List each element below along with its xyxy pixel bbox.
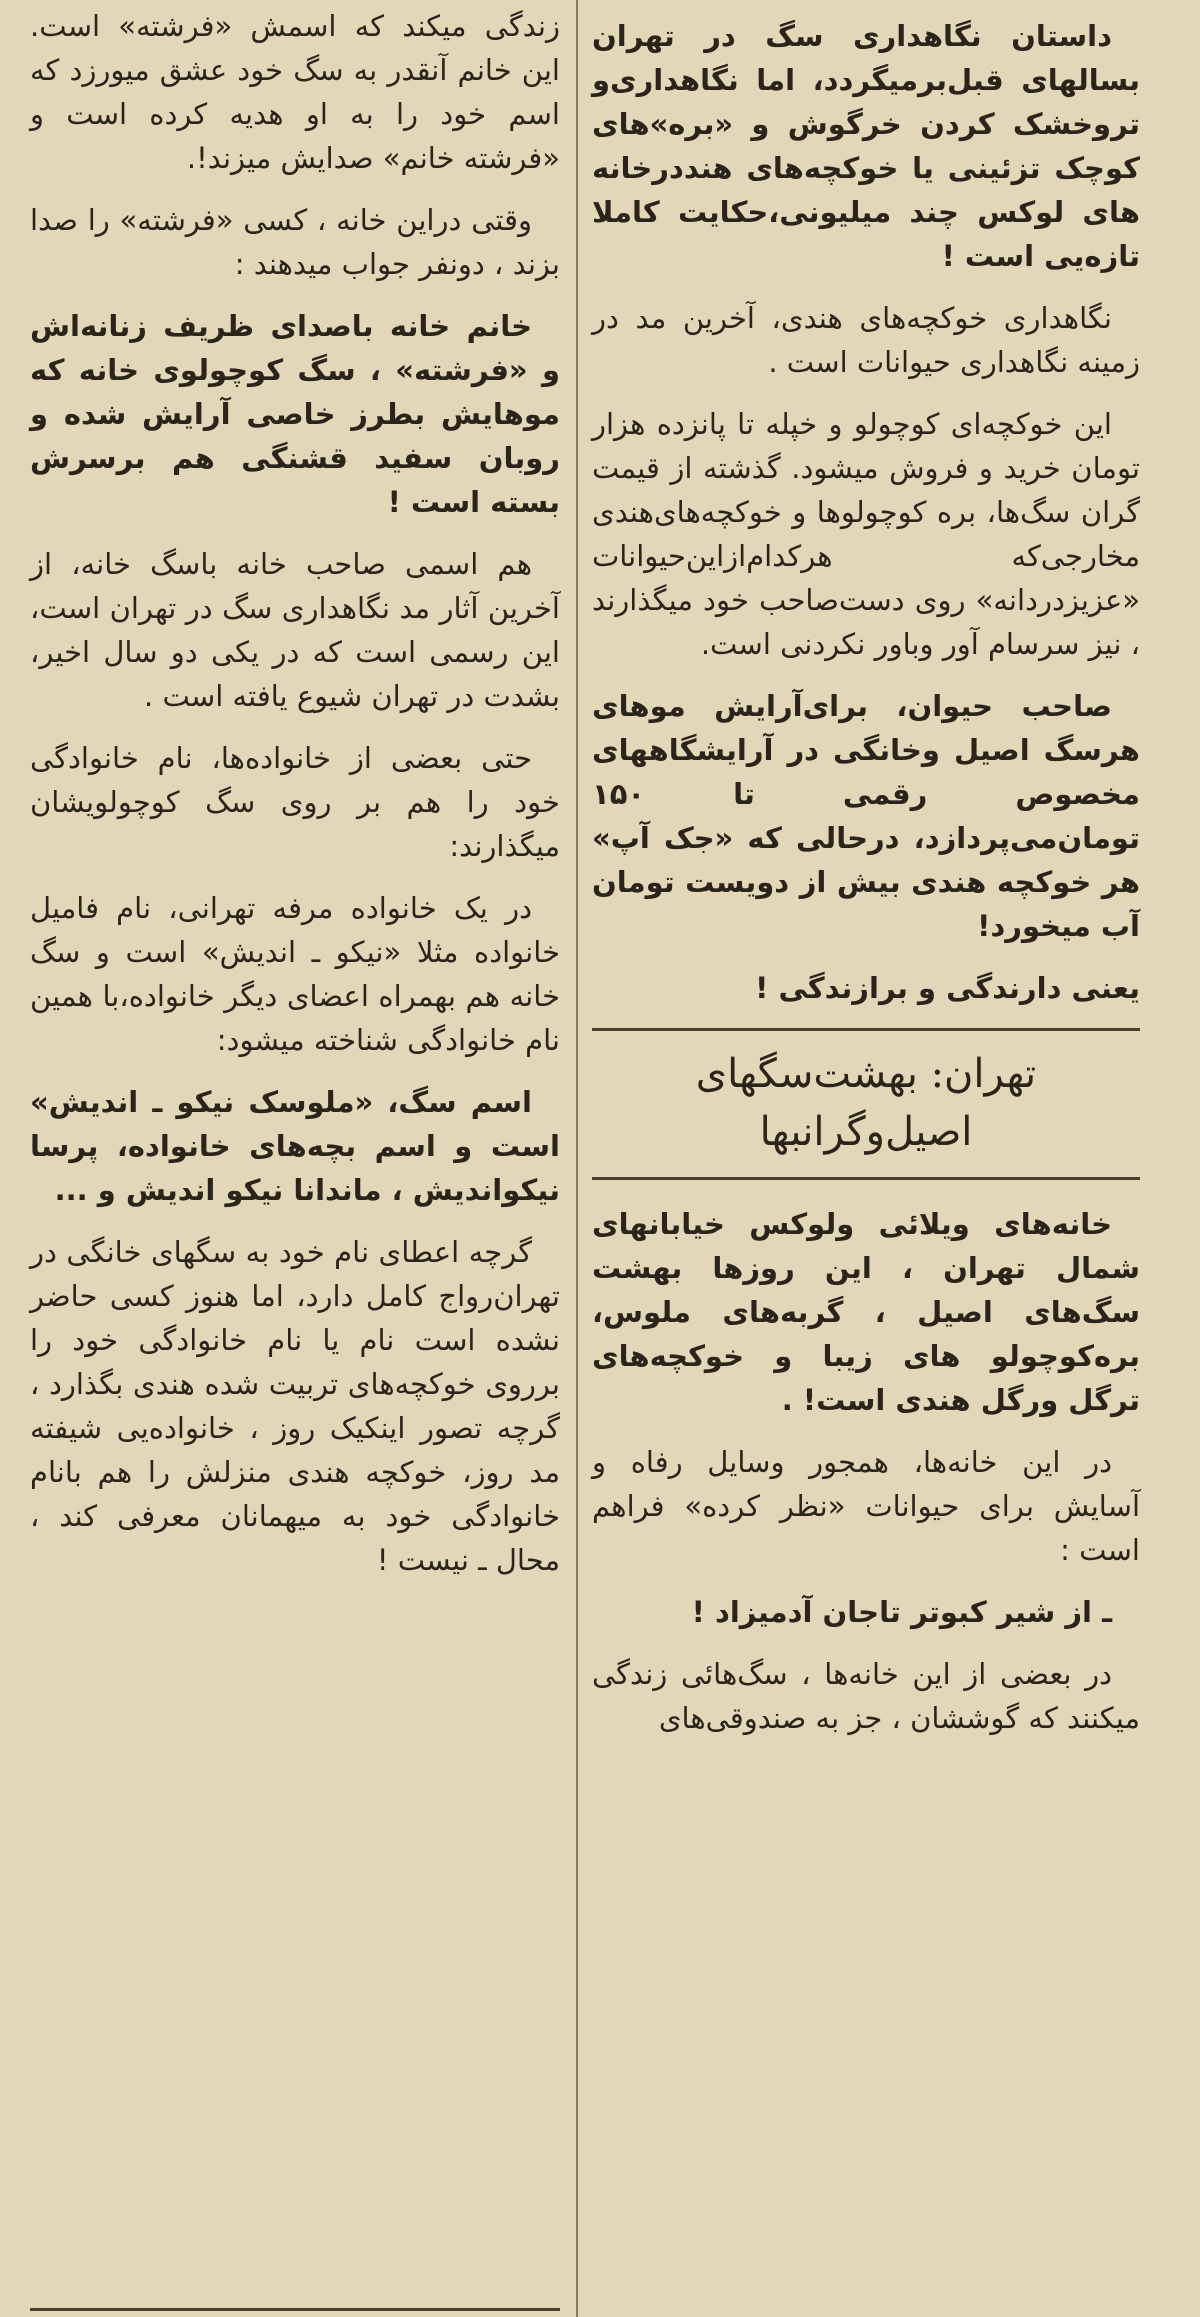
subheading-line: اصیل‌وگرانبها bbox=[759, 1109, 973, 1155]
paragraph: این خوکچه‌ای کوچولو و خپله تا پانزده هزار تومان خرید و فروش میشود. گذشته از قیمت گران سگ‌ها، بره کوچولوها و خوکچه‌های‌هندی مخارجی‌که هرکدام‌ازاین‌حیوانات «عزیزدردانه» روی دست‌صاحب خود میگذارند ، نیز سرسام آور وباور نکردنی است. bbox=[592, 407, 1140, 661]
paragraph: داستان نگاهداری سگ در تهران بسالهای قبل‌برمیگردد، اما نگاهداری‌و تروخشک کردن خرگوش و «بره»های کوچک تزئینی یا خوکچه‌های هنددرخانه های لوکس چند میلیونی،حکایت کاملا تازه‌یی است ! bbox=[592, 19, 1140, 273]
paragraph: در بعضی از این خانه‌ها ، سگ‌هائی زندگی میکنند که گوششان ، جز به صندوقی‌های bbox=[592, 1657, 1140, 1735]
paragraph: یعنی دارندگی و برازندگی ! bbox=[755, 971, 1140, 1005]
paragraph: اسم سگ، «ملوسک نیکو ـ اندیش» است و اسم بچه‌های خانواده، پرسا نیکواندیش ، ماندانا نیکو اندیش و ... bbox=[30, 1085, 560, 1207]
paragraph: خانه‌های ویلائی ولوکس خیابانهای شمال تهران ، این روزها بهشت سگ‌های اصیل ، گربه‌های ملوس، بره‌کوچولو های زیبا و خوکچه‌های ترگل ورگل هندی است! . bbox=[592, 1207, 1140, 1417]
paragraph: هم اسمی صاحب خانه باسگ خانه، از آخرین آثار مد نگاهداری سگ در تهران است، این رسمی است که در یکی دو سال اخیر، بشدت در تهران شیوع یافته است . bbox=[30, 547, 560, 713]
paragraph: در یک خانواده مرفه تهرانی، نام فامیل خانواده مثلا «نیکو ـ اندیش» است و سگ خانه هم بهمراه اعضای دیگر خانواده،با همین نام خانوادگی شناخته میشود: bbox=[30, 891, 560, 1057]
paragraph: گرچه اعطای نام خود به سگهای خانگی در تهران‌رواج کامل دارد، اما هنوز کسی حاضر نشده است نام یا نام خانوادگی خود را برروی خوکچه‌های تربیت شده هندی بگذارد ، گرچه تصور اینکیک روز ، خانواده‌یی شیفته مد روز، خوکچه هندی منزلش را هم بانام خانوادگی خود به میهمانان معرفی کند ، محال ـ نیست ! bbox=[30, 1235, 560, 1577]
paragraph: صاحب حیوان، برای‌آرایش موهای هرسگ اصیل وخانگی در آرایشگاههای مخصوص رقمی تا ۱۵۰ تومان‌می‌پردازد، درحالی که «جک آپ» هر خوکچه هندی بیش از دویست تومان آب میخورد! bbox=[592, 689, 1140, 943]
paragraph: ـ از شیر کبوتر تاجان آدمیزاد ! bbox=[691, 1595, 1112, 1629]
section-subheading bbox=[592, 1028, 1140, 1180]
paragraph: حتی بعضی از خانواده‌ها، نام خانوادگی خود را هم بر روی سگ کوچولویشان میگذارند: bbox=[30, 741, 560, 863]
paragraph: نگاهداری خوکچه‌های هندی، آخرین مد در زمینه نگاهداری حیوانات است . bbox=[592, 301, 1140, 379]
paragraph: خانم خانه باصدای ظریف زنانه‌اش و «فرشته» ، سگ کوچولوی خانه که موهایش بطرز خاصی آرایش شده و روبان سفید قشنگی هم برسرش بسته است ! bbox=[30, 309, 560, 519]
paragraph: وقتی دراین خانه ، کسی «فرشته» را صدا بزند ، دونفر جواب میدهند : bbox=[30, 203, 560, 281]
subheading-line: تهران: بهشت‌سگهای bbox=[695, 1051, 1037, 1097]
right-column bbox=[592, 0, 1140, 2317]
paragraph: در این خانه‌ها، همجور وسایل رفاه و آسایش برای حیوانات «نظر کرده» فراهم است : bbox=[592, 1445, 1140, 1567]
paragraph: زندگی میکند که اسمش «فرشته» است. این خانم آنقدر به سگ خود عشق میورزد که اسم خود را به او هدیه کرده است و «فرشته خانم» صدایش میزند!. bbox=[30, 9, 560, 175]
column-divider bbox=[576, 0, 578, 2317]
bottom-rule bbox=[30, 2308, 560, 2311]
left-column bbox=[30, 0, 560, 2317]
